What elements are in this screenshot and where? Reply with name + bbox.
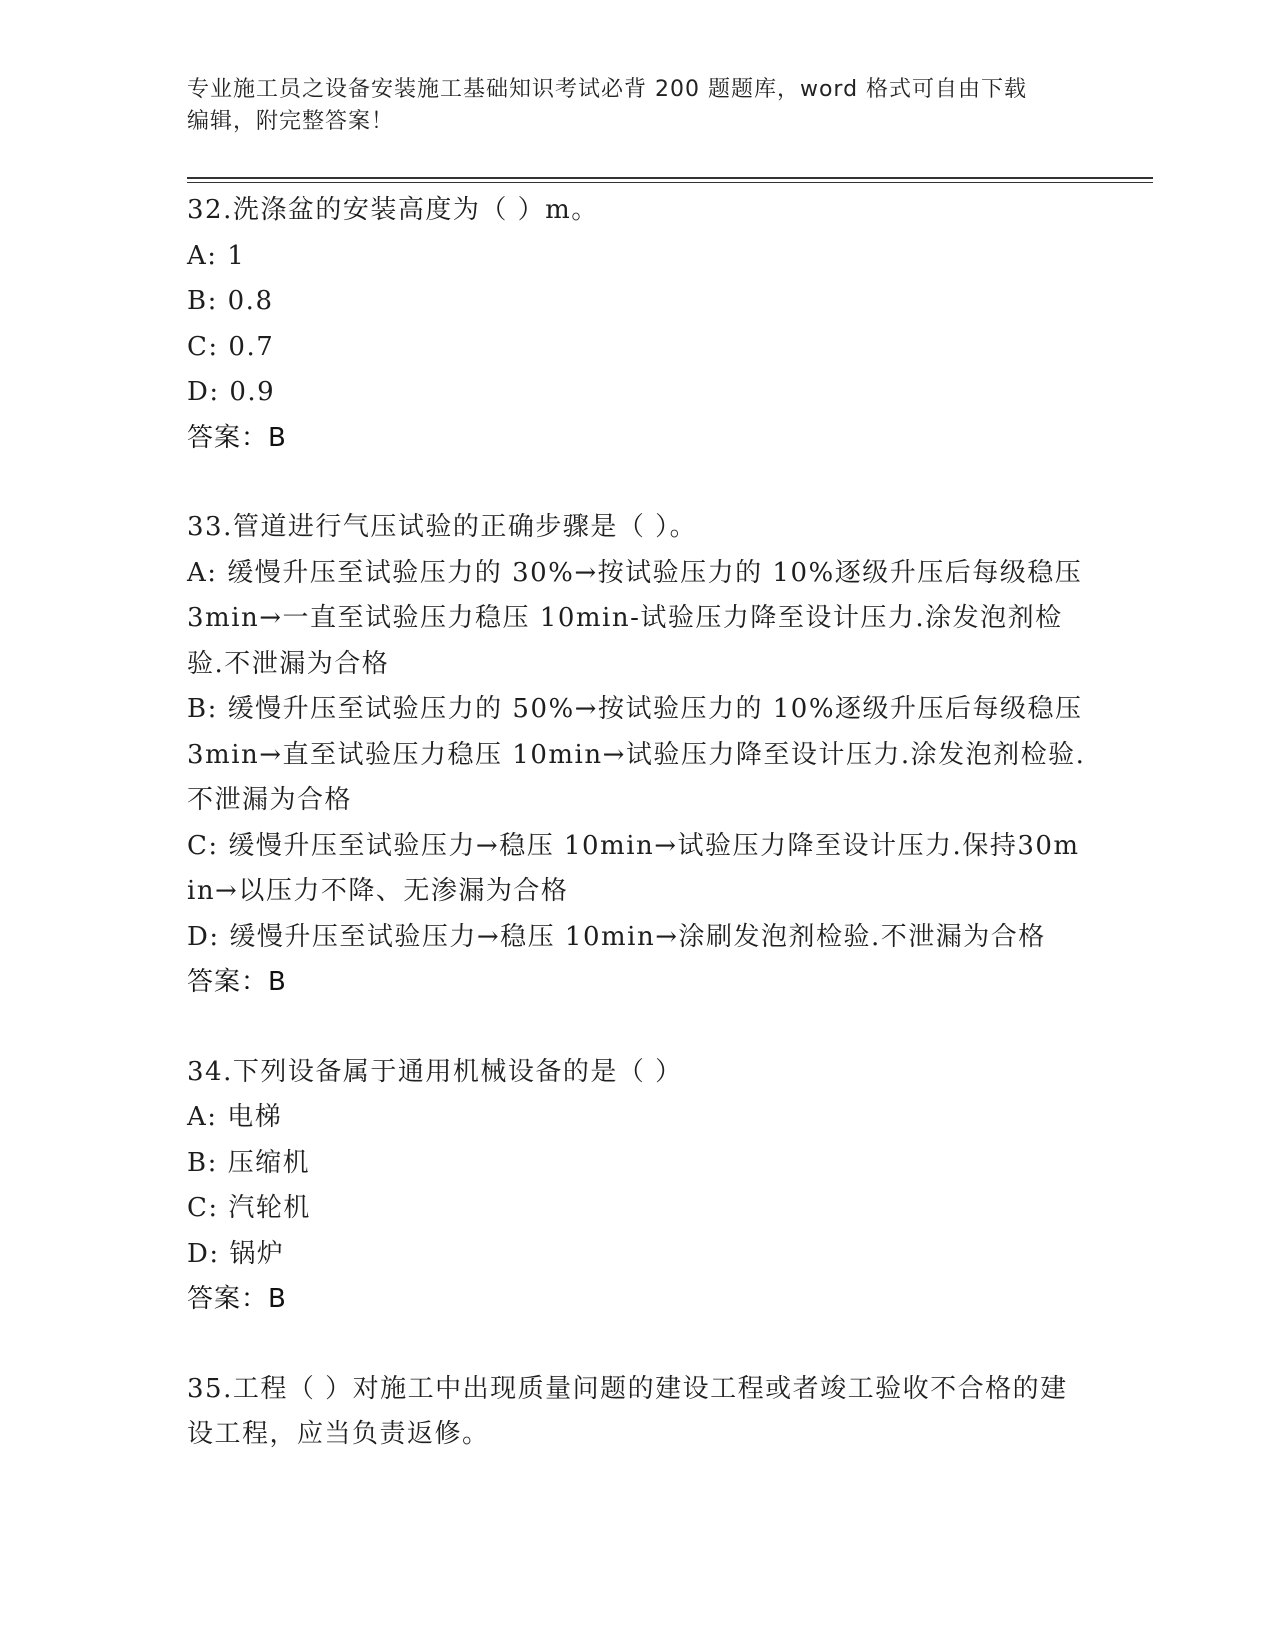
header-line-2: 编辑，附完整答案！ [187,109,395,134]
question-35 [187,1367,1087,1458]
question-stem: 32.洗涤盆的安装高度为（ ）m。 [187,195,599,225]
option-a: A: 电梯 [187,1102,283,1132]
header-line-1: 专业施工员之设备安装施工基础知识考试必背 200 题题库，word 格式可自由下载 [187,77,1028,102]
question-33 [187,505,1093,1006]
option-c: C: 缓慢升压至试验压力→稳压 10min→试验压力降至设计压力.保持30min→以压力不降、无渗漏为合格 [187,830,1080,906]
header-divider-thin [187,182,1153,183]
option-c: C: 汽轮机 [187,1193,311,1223]
answer-label: 答案：B [187,967,287,997]
header-divider [187,177,1153,179]
answer-label: 答案：B [187,1284,287,1314]
option-d: D: 0.9 [187,377,276,407]
question-stem: 33.管道进行气压试验的正确步骤是（ ）。 [187,512,698,542]
question-list [187,188,1093,1502]
option-d: D: 锅炉 [187,1238,285,1269]
question-34 [187,1050,1087,1323]
option-b: B: 压缩机 [187,1147,311,1178]
question-stem: 34.下列设备属于通用机械设备的是（ ） [187,1056,683,1087]
document-header [187,74,1067,138]
answer-label: 答案：B [187,422,287,453]
option-d: D: 缓慢升压至试验压力→稳压 10min→涂刷发泡剂检验.不泄漏为合格 [187,921,1046,952]
option-c: C: 0.7 [187,331,275,362]
option-a: A: 1 [187,240,246,271]
option-a: A: 缓慢升压至试验压力的 30%→按试验压力的 10%逐级升压后每级稳压 3min→一直至试验压力稳压 10min-试验压力降至设计压力.涂发泡剂检验.不泄漏为合格 [187,557,1092,679]
option-b: B: 0.8 [187,286,274,316]
question-32 [187,188,1087,461]
question-stem: 35.工程（ ）对施工中出现质量问题的建设工程或者竣工验收不合格的建设工程，应当负责返修。 [187,1373,1068,1449]
option-b: B: 缓慢升压至试验压力的 50%→按试验压力的 10%逐级升压后每级稳压 3min→直至试验压力稳压 10min→试验压力降至设计压力.涂发泡剂检验.不泄漏为合格 [187,694,1093,815]
